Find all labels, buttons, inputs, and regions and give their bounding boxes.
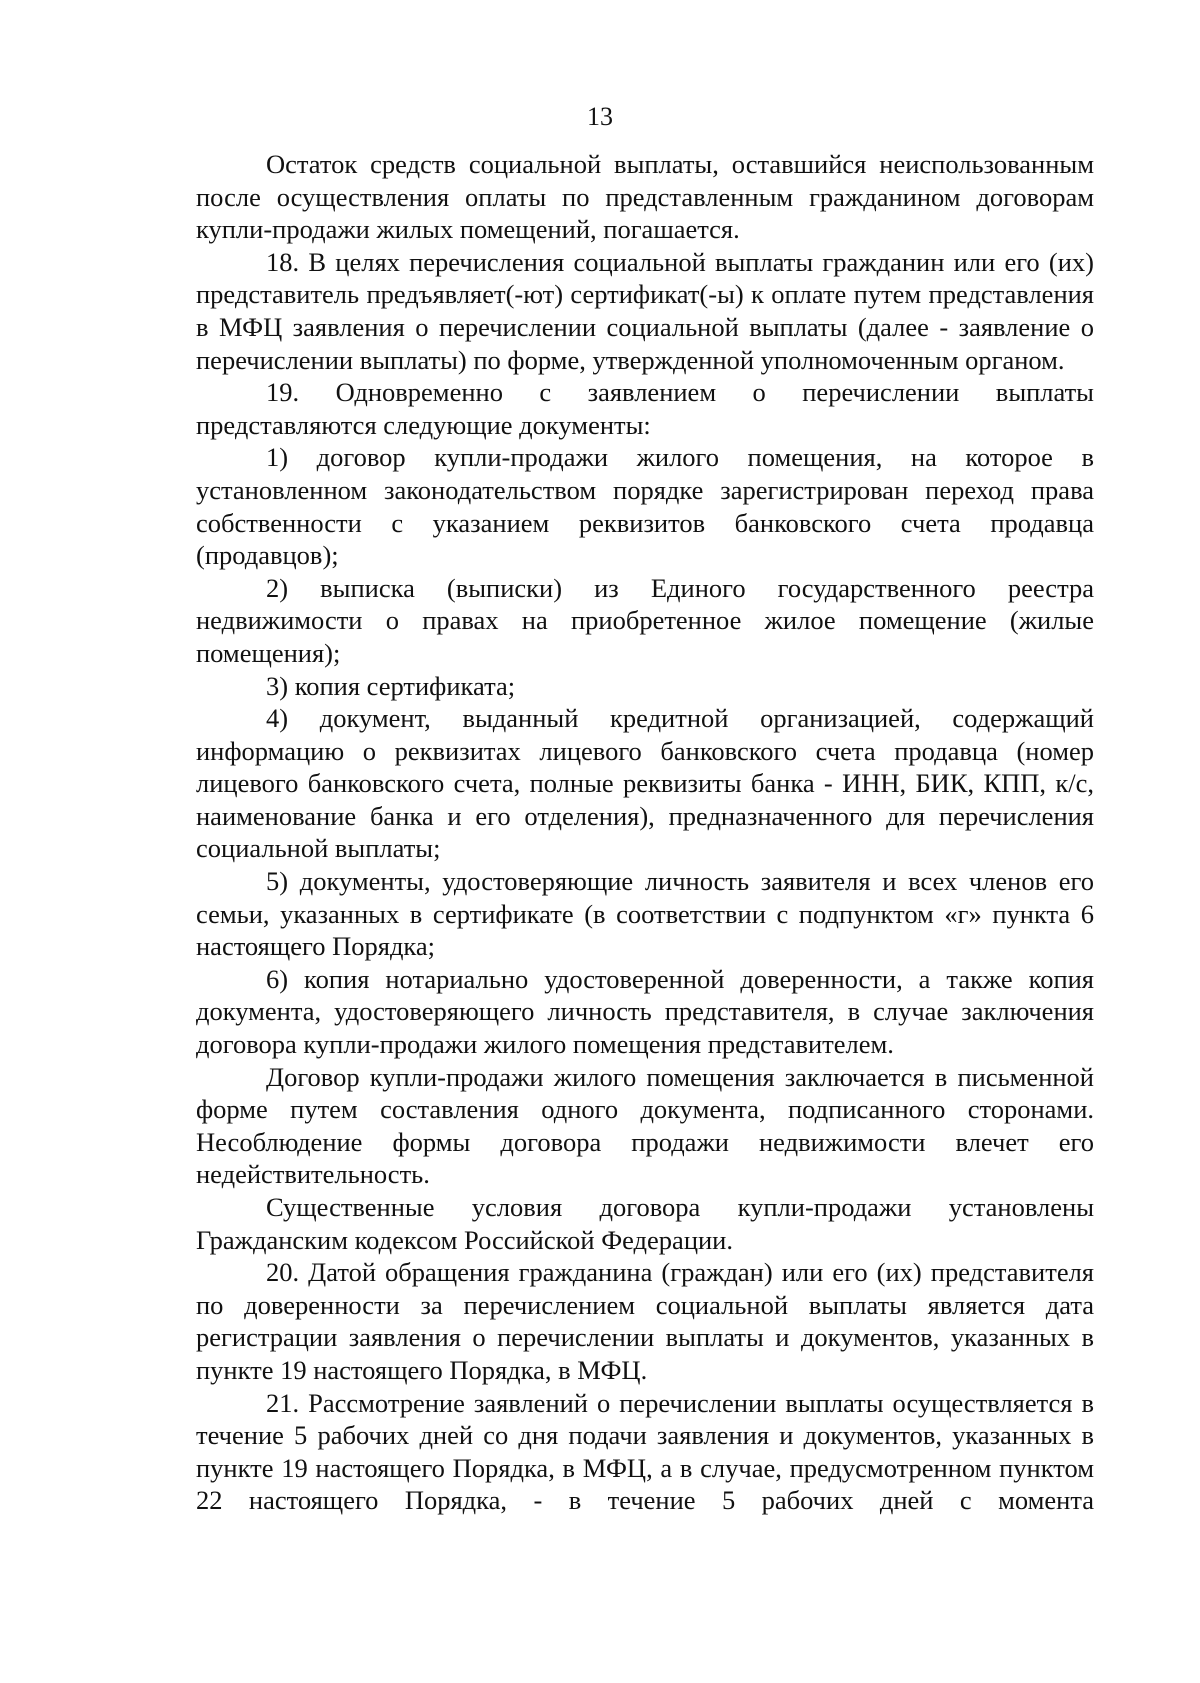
list-item-2: 2) выписка (выписки) из Единого государственного реестра недвижимости о правах на приобретенное жилое помещение (жилые помещения);	[196, 572, 1094, 668]
list-item-5: 5) документы, удостоверяющие личность заявителя и всех членов его семьи, указанных в сертификате (в соответствии с подпунктом «г» пункта 6 настоящего Порядка;	[196, 866, 1094, 962]
list-item-1: 1) договор купли-продажи жилого помещения, на которое в установленном законодательством порядке зарегистрирован переход права собственности с указанием реквизитов банковского счета продавца (продавцов);	[196, 442, 1094, 571]
paragraph-essential-terms: Существенные условия договора купли-продажи установлены Гражданским кодексом Российской Федерации.	[196, 1192, 1094, 1255]
paragraph-contract-form: Договор купли-продажи жилого помещения заключается в письменной форме путем составления одного документа, подписанного сторонами. Несоблюдение формы договора продажи недвижимости влечет его недействительность.	[196, 1061, 1094, 1190]
document-body	[196, 148, 1094, 1517]
page-number: 13	[587, 102, 613, 131]
paragraph-item-21: 21. Рассмотрение заявлений о перечислении выплаты осуществляется в течение 5 рабочих дней со дня подачи заявления и документов, указанных в пункте 19 настоящего Порядка, в МФЦ, а в случае, предусмотренном пунктом 22 настоящего Порядка, - в течение 5 рабочих дней с момента	[196, 1387, 1094, 1516]
paragraph-item-19: 19. Одновременно с заявлением о перечислении выплаты представляются следующие документы:	[196, 377, 1094, 440]
list-item-6: 6) копия нотариально удостоверенной доверенности, а также копия документа, удостоверяющего личность представителя, в случае заключения договора купли-продажи жилого помещения представителем.	[196, 963, 1094, 1060]
paragraph-remaining-funds: Остаток средств социальной выплаты, оставшийся неиспользованным после осуществления оплаты по представленным гражданином договорам купли-продажи жилых помещений, погашается.	[196, 149, 1094, 245]
paragraph-item-20: 20. Датой обращения гражданина (граждан) или его (их) представителя по доверенности за перечислением социальной выплаты является дата регистрации заявления о перечислении выплаты и документов, указанных в пункте 19 настоящего Порядка, в МФЦ.	[196, 1257, 1094, 1385]
list-item-3: 3) копия сертификата;	[266, 670, 516, 701]
list-item-4: 4) документ, выданный кредитной организацией, содержащий информацию о реквизитах лицевого банковского счета продавца (номер лицевого банковского счета, полные реквизиты банка - ИНН, БИК, КПП, к/с, наименование банка и его отделения), предназначенного для перечисления социальной выплаты;	[196, 703, 1094, 864]
paragraph-item-18: 18. В целях перечисления социальной выплаты гражданин или его (их) представитель предъявляет(-ют) сертификат(-ы) к оплате путем представления в МФЦ заявления о перечислении социальной выплаты (далее - заявление о перечислении выплаты) по форме, утвержденной уполномоченным органом.	[196, 246, 1094, 375]
